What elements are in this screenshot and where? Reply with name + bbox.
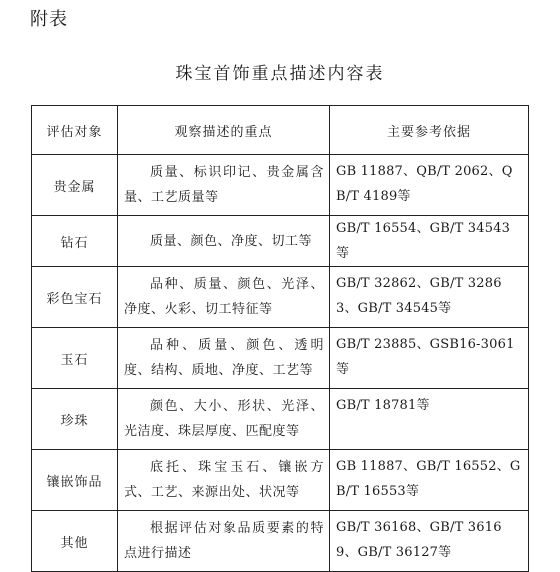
row-object: 贵金属 <box>32 155 118 216</box>
header-observation-focus: 观察描述的重点 <box>118 106 330 155</box>
row-focus: 品种、质量、颜色、光泽、净度、火彩、切工特征等 <box>118 267 330 328</box>
row-object: 珍珠 <box>32 389 118 450</box>
row-basis: GB 11887、GB/T 16552、GB/T 16553等 <box>330 450 529 511</box>
jewelry-description-table <box>31 105 529 572</box>
table-row <box>32 216 529 267</box>
row-object: 玉石 <box>32 328 118 389</box>
row-focus: 颜色、大小、形状、光泽、光洁度、珠层厚度、匹配度等 <box>118 389 330 450</box>
row-object: 其他 <box>32 511 118 572</box>
row-basis: GB/T 16554、GB/T 34543等 <box>330 216 529 267</box>
row-focus: 根据评估对象品质要素的特点进行描述 <box>118 511 330 572</box>
table-row <box>32 155 529 216</box>
table-row <box>32 511 529 572</box>
row-basis: GB/T 36168、GB/T 36169、GB/T 36127等 <box>330 511 529 572</box>
row-focus: 质量、标识印记、贵金属含量、工艺质量等 <box>118 155 330 216</box>
row-object: 钻石 <box>32 216 118 267</box>
table-row <box>32 450 529 511</box>
document-title: 珠宝首饰重点描述内容表 <box>175 64 385 84</box>
row-basis: GB/T 18781等 <box>330 389 529 450</box>
table-row <box>32 389 529 450</box>
row-basis: GB/T 32862、GB/T 32863、GB/T 34545等 <box>330 267 529 328</box>
appendix-label: 附表 <box>30 9 68 30</box>
table-header-row <box>32 106 529 155</box>
row-focus: 底托、珠宝玉石、镶嵌方式、工艺、来源出处、状况等 <box>118 450 330 511</box>
row-basis: GB 11887、QB/T 2062、QB/T 4189等 <box>330 155 529 216</box>
row-basis: GB/T 23885、GSB16-3061等 <box>330 328 529 389</box>
header-evaluation-object: 评估对象 <box>32 106 118 155</box>
row-focus: 品种、质量、颜色、透明度、结构、质地、净度、工艺等 <box>118 328 330 389</box>
table-row <box>32 328 529 389</box>
row-object: 彩色宝石 <box>32 267 118 328</box>
row-object: 镶嵌饰品 <box>32 450 118 511</box>
row-focus: 质量、颜色、净度、切工等 <box>118 216 330 267</box>
header-main-reference: 主要参考依据 <box>330 106 529 155</box>
table-row <box>32 267 529 328</box>
